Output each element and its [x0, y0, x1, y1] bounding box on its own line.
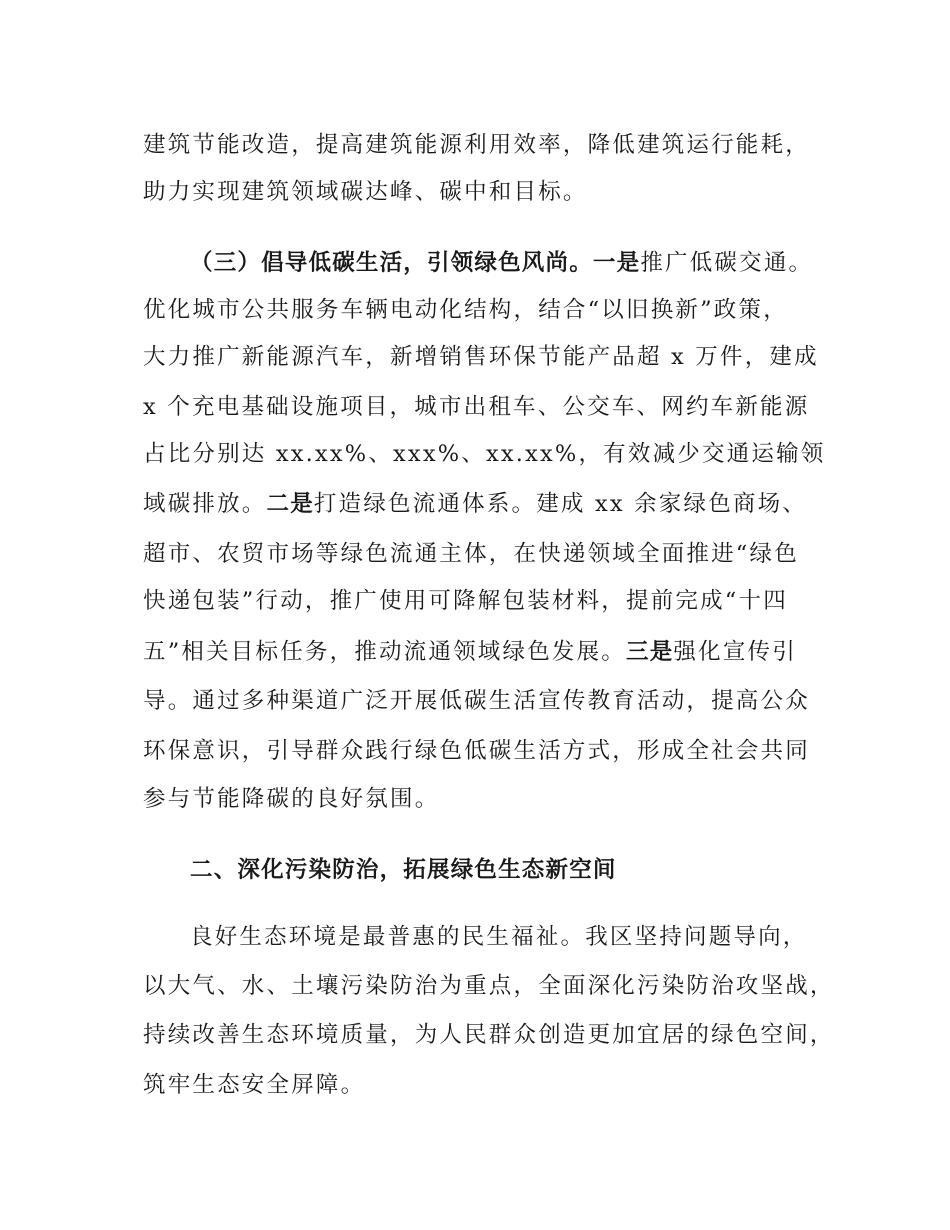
paragraph-line: 大力推广新能源汽车，新增销售环保节能产品超 x 万件，建成 — [143, 344, 819, 370]
paragraph-line: 筑牢生态安全屏障。 — [143, 1072, 366, 1098]
section-heading: 二、深化污染防治，拓展绿色生态新空间 — [190, 857, 617, 883]
text-run: 五”相关目标任务，推动流通领域绿色发展。 — [143, 639, 627, 665]
paragraph-line: 占比分别达 xx.xx%、xxx%、xx.xx%，有效减少交通运输领 — [143, 441, 826, 467]
paragraph-line: 导。通过多种渠道广泛开展低碳生活宣传教育活动，提高公众 — [143, 688, 810, 714]
text-run: 域碳排放。 — [143, 491, 267, 517]
paragraph-line: 建筑节能改造，提高建筑能源利用效率，降低建筑运行能耗， — [143, 132, 810, 158]
paragraph-line: 快递包装”行动，推广使用可降解包装材料，提前完成“十四 — [143, 588, 788, 614]
text-run: 强化宣传引 — [673, 639, 797, 665]
paragraph-line: 参与节能降碳的良好氛围。 — [143, 786, 440, 812]
bold-keyword: 二是 — [266, 491, 314, 517]
paragraph-line: 持续改善生态环境质量，为人民群众创造更加宜居的绿色空间， — [143, 1022, 835, 1048]
text-run: 打造绿色流通体系。建成 xx 余家绿色商场、 — [313, 491, 808, 517]
bold-keyword: 三是 — [626, 639, 674, 665]
paragraph-line: 环保意识，引导群众践行绿色低碳生活方式，形成全社会共同 — [143, 738, 810, 764]
paragraph-line: 以大气、水、土壤污染防治为重点，全面深化污染防治攻坚战， — [143, 973, 835, 999]
text-run: 推广低碳交通。 — [640, 250, 814, 276]
paragraph-line — [190, 246, 813, 280]
paragraph-line: 超市、农贸市场等绿色流通主体，在快递领域全面推进“绿色 — [143, 541, 799, 567]
paragraph-line: x 个充电基础设施项目，城市出租车、公交车、网约车新能源 — [143, 394, 810, 420]
section-subheading: （三）倡导低碳生活，引领绿色风尚。 — [190, 250, 593, 276]
paragraph-line — [143, 635, 797, 669]
paragraph-line: 助力实现建筑领域碳达峰、碳中和目标。 — [143, 179, 588, 205]
paragraph-line — [143, 487, 807, 521]
paragraph-line: 良好生态环境是最普惠的民生福祉。我区坚持问题导向， — [190, 924, 808, 950]
paragraph-line: 优化城市公共服务车辆电动化结构，结合“以旧换新”政策， — [143, 297, 788, 323]
bold-keyword: 一是 — [592, 250, 641, 276]
